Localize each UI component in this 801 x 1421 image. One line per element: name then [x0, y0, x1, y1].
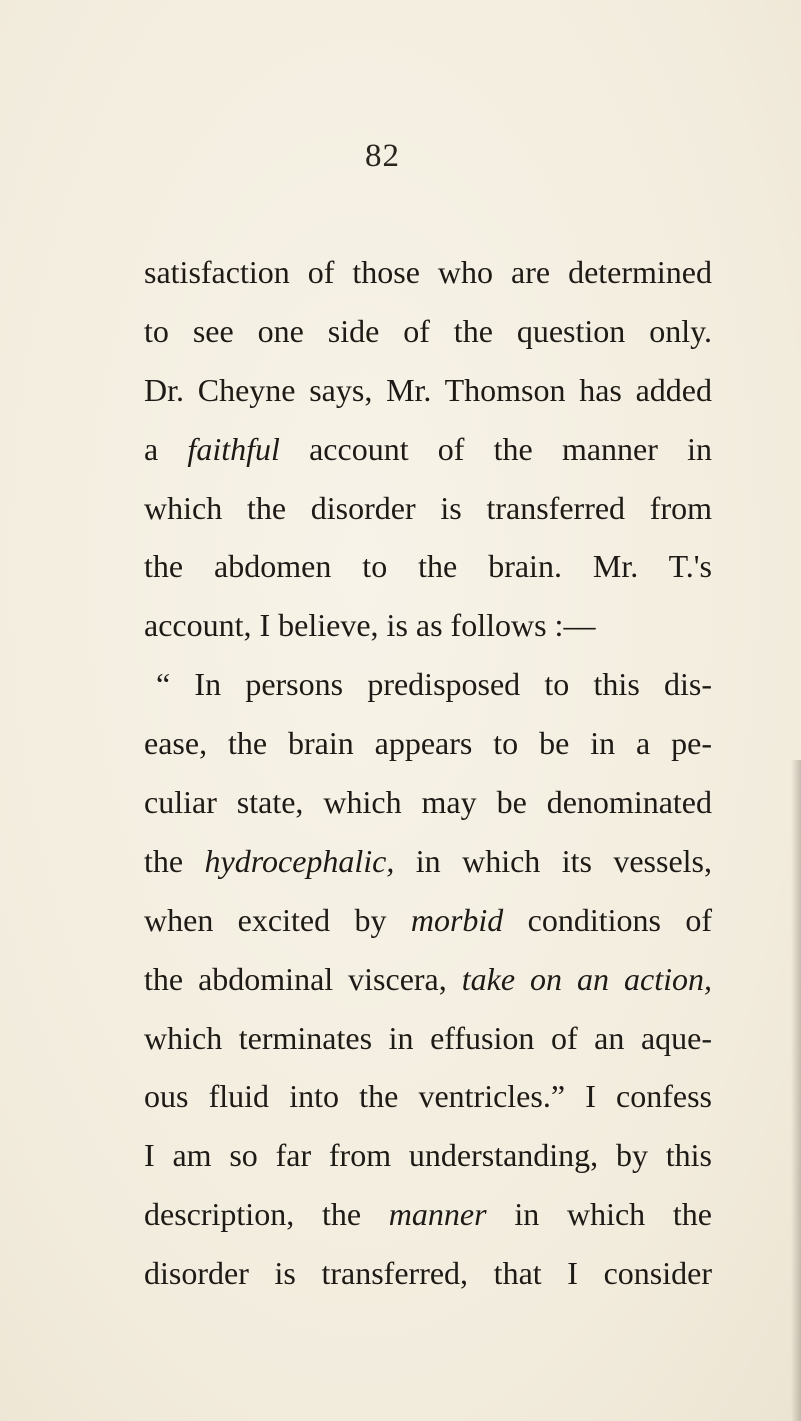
italic-text: take on an action, — [461, 960, 713, 997]
text-segment: account, I believe, is as follows :— — [144, 607, 596, 644]
italic-text: morbid — [410, 901, 504, 938]
body-text — [144, 243, 712, 1303]
text-segment: satisfaction of those who are determined — [144, 254, 712, 290]
text-line — [144, 302, 712, 361]
text-line — [144, 537, 712, 596]
text-line — [144, 714, 712, 773]
italic-text: faithful — [187, 430, 280, 467]
text-segment: the abdominal viscera, — [144, 960, 462, 997]
text-segment: in which the — [486, 1196, 713, 1233]
text-segment: disorder is transferred, that I consider — [144, 1255, 712, 1292]
text-line — [144, 596, 712, 655]
italic-text: manner — [388, 1196, 487, 1233]
text-line — [144, 1185, 712, 1244]
text-line — [144, 1244, 712, 1303]
text-line — [144, 1067, 712, 1126]
text-segment: I am so far from understanding, by this — [144, 1137, 712, 1174]
text-segment: Dr. Cheyne says, Mr. Thomson has added — [144, 371, 712, 408]
text-segment: ous fluid into the ventricles.” I confess — [144, 1078, 712, 1115]
text-segment: which the disorder is transferred from — [144, 489, 712, 526]
text-line — [144, 891, 712, 950]
text-line — [144, 773, 712, 832]
text-segment: the abdomen to the brain. Mr. T.'s — [144, 548, 712, 585]
italic-text: hydrocephalic, — [204, 842, 395, 879]
text-line — [144, 832, 712, 891]
text-segment: conditions of — [503, 901, 713, 938]
page-edge-shadow — [791, 760, 801, 1421]
text-line — [144, 479, 712, 538]
text-segment: culiar state, which may be denominated — [144, 784, 712, 821]
text-segment: account of the manner in — [279, 430, 713, 467]
text-segment: in which its vessels, — [394, 842, 713, 879]
text-segment: description, the — [144, 1196, 389, 1233]
text-segment: a — [144, 430, 188, 467]
text-line — [144, 361, 712, 420]
text-line — [144, 243, 712, 302]
text-line — [144, 655, 712, 714]
text-line — [144, 950, 712, 1009]
text-line — [144, 1126, 712, 1185]
text-segment: ease, the brain appears to be in a pe- — [144, 725, 712, 762]
text-segment: to see one side of the question only. — [144, 312, 712, 349]
text-line — [144, 1009, 712, 1068]
page-number: 82 — [365, 138, 400, 174]
text-segment: the — [144, 842, 205, 879]
text-segment: “ In persons predisposed to this dis- — [156, 666, 712, 703]
text-segment: when excited by — [144, 901, 411, 938]
text-line — [144, 420, 712, 479]
text-segment: which terminates in effusion of an aque- — [144, 1019, 712, 1056]
